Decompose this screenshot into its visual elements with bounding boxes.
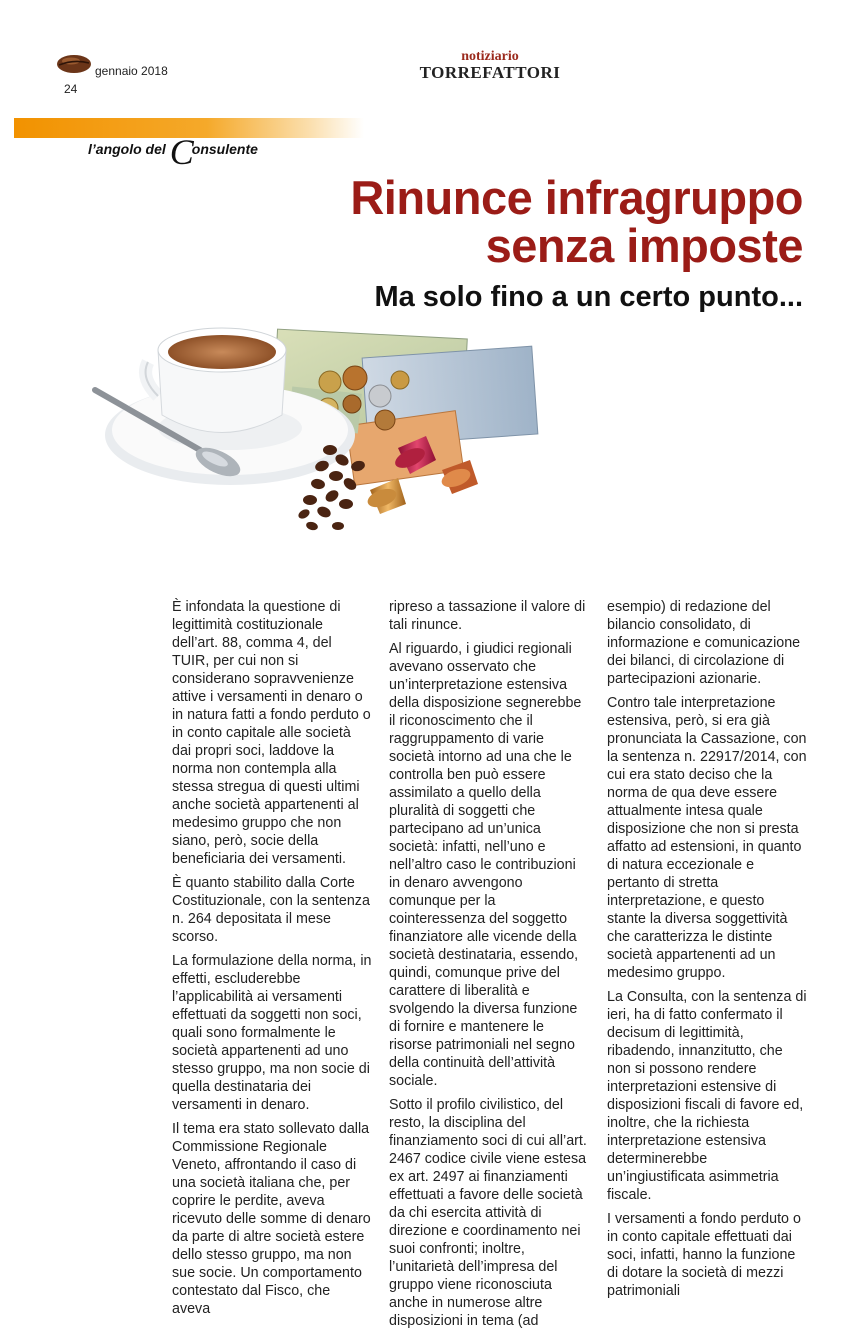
page-number: 24	[64, 82, 78, 96]
article-column-2	[389, 598, 589, 1336]
paragraph: È infondata la questione di legittimità costituzionale dell’art. 88, comma 4, del TUIR, per cui non si considerano sopravvenienze attive i versamenti in denaro o in natura fatti a fondo perduto o in conto capitale alle società dai propri soci, laddove la norma non contempla alla stessa stregua di questi ultimi anche società appartenenti al medesimo gruppo che non siano, però, socie della beneficiaria dei versamenti.	[172, 599, 371, 867]
paragraph: esempio) di redazione del bilancio consolidato, di informazione e comunicazione dei bilanci, di circolazione di partecipazioni azionarie.	[607, 599, 801, 687]
coffee-cup	[146, 328, 286, 433]
paragraph: ripreso a tassazione il valore di tali rinunce.	[389, 599, 586, 633]
section-label-pre: l’angolo del	[88, 141, 166, 157]
article-column-1	[172, 598, 372, 1324]
paragraph: La Consulta, con la sentenza di ieri, ha di fatto confermato il decisum di legittimità, ribadendo, innanzitutto, che non si possono rendere interpretazioni estensive di disposizioni fiscali di favore ed, inoltre, che la richiesta interpretazione estensiva determinerebbe un’ingiustificata asimmetria fiscale.	[607, 989, 807, 1203]
coffee-bean-icon	[55, 52, 93, 76]
paragraph: La formulazione della norma, in effetti, escluderebbe l’applicabilità ai versamenti effettuati da soggetti non soci, quali sono formalmente le società appartenenti ad uno stesso gruppo, ma non socie di quella destinataria dei versamenti in denaro.	[172, 953, 372, 1113]
paragraph: Il tema era stato sollevato dalla Commissione Regionale Veneto, affrontando il caso di una società italiana che, per coprire le perdite, aveva ricevuto delle somme di denaro da parte di altre società estere dello stesso gruppo, ma non sue socie. Un comportamento contestato dal Fisco, che aveva	[172, 1121, 371, 1317]
coffee-money-illustration	[80, 300, 540, 545]
paragraph: È quanto stabilito dalla Corte Costituzionale, con la sentenza n. 264 depositata il mese scorso.	[172, 875, 370, 945]
masthead	[380, 50, 600, 82]
article-title	[203, 171, 803, 272]
paragraph: I versamenti a fondo perduto o in conto capitale effettuati dai soci, infatti, hanno la funzione di dotare la società di mezzi patrimoniali	[607, 1211, 801, 1299]
masthead-main: TORREFATTORI	[419, 63, 561, 82]
issue-date: gennaio 2018	[95, 64, 168, 78]
article-title-line2: senza imposte	[485, 219, 803, 272]
paragraph: Al riguardo, i giudici regionali avevano osservato che un’interpretazione estensiva della disposizione segnerebbe il riconoscimento che il raggruppamento di varie società intorno ad una che le controlla ben può essere assimilato a quello della pluralità di soggetti che partecipano ad un’unica società: infatti, nell’uno e nell’altro caso le contribuzioni in denaro avvengono comunque per la cointeressenza del soggetto finanziatore alle vicende della società destinataria, essendo, quindi, comunque prive del carattere di liberalità e svolgendo la diversa funzione di fornire e mantenere le risorse patrimoniali nel segno della continuità dell’attività sociale.	[389, 641, 582, 1089]
masthead-top: notiziario	[461, 49, 519, 64]
paragraph: Sotto il profilo civilistico, del resto, la disciplina del finanziamento soci di cui all’art. 2467 codice civile viene estesa ex art. 2497 ai finanziamenti effettuati a favore delle società da chi esercita attività di direzione e coordinamento nei suoi confronti; inoltre, l’unitarietà dell’impresa del gruppo viene riconosciuta anche in numerose altre disposizioni in tema (ad	[389, 1097, 587, 1329]
article-title-line1: Rinunce infragruppo	[350, 171, 803, 224]
section-label-post: onsulente	[191, 141, 258, 157]
section-label	[88, 121, 258, 172]
article-subtitle: Ma solo fino a un certo punto...	[374, 281, 803, 313]
paragraph: Contro tale interpretazione estensiva, però, si era già pronunciata la Cassazione, con la sentenza n. 22917/2014, con cui era stato deciso che la norma de qua deve essere attualmente intesa quale disposizione che non si presta affatto ad estensioni, in quanto di natura eccezionale e pertanto di stretta interpretazione, e questo stante la diversa soggettività che caratterizza le distinte società appartenenti ad un medesimo gruppo.	[607, 695, 807, 981]
section-label-cap: C	[169, 132, 194, 172]
